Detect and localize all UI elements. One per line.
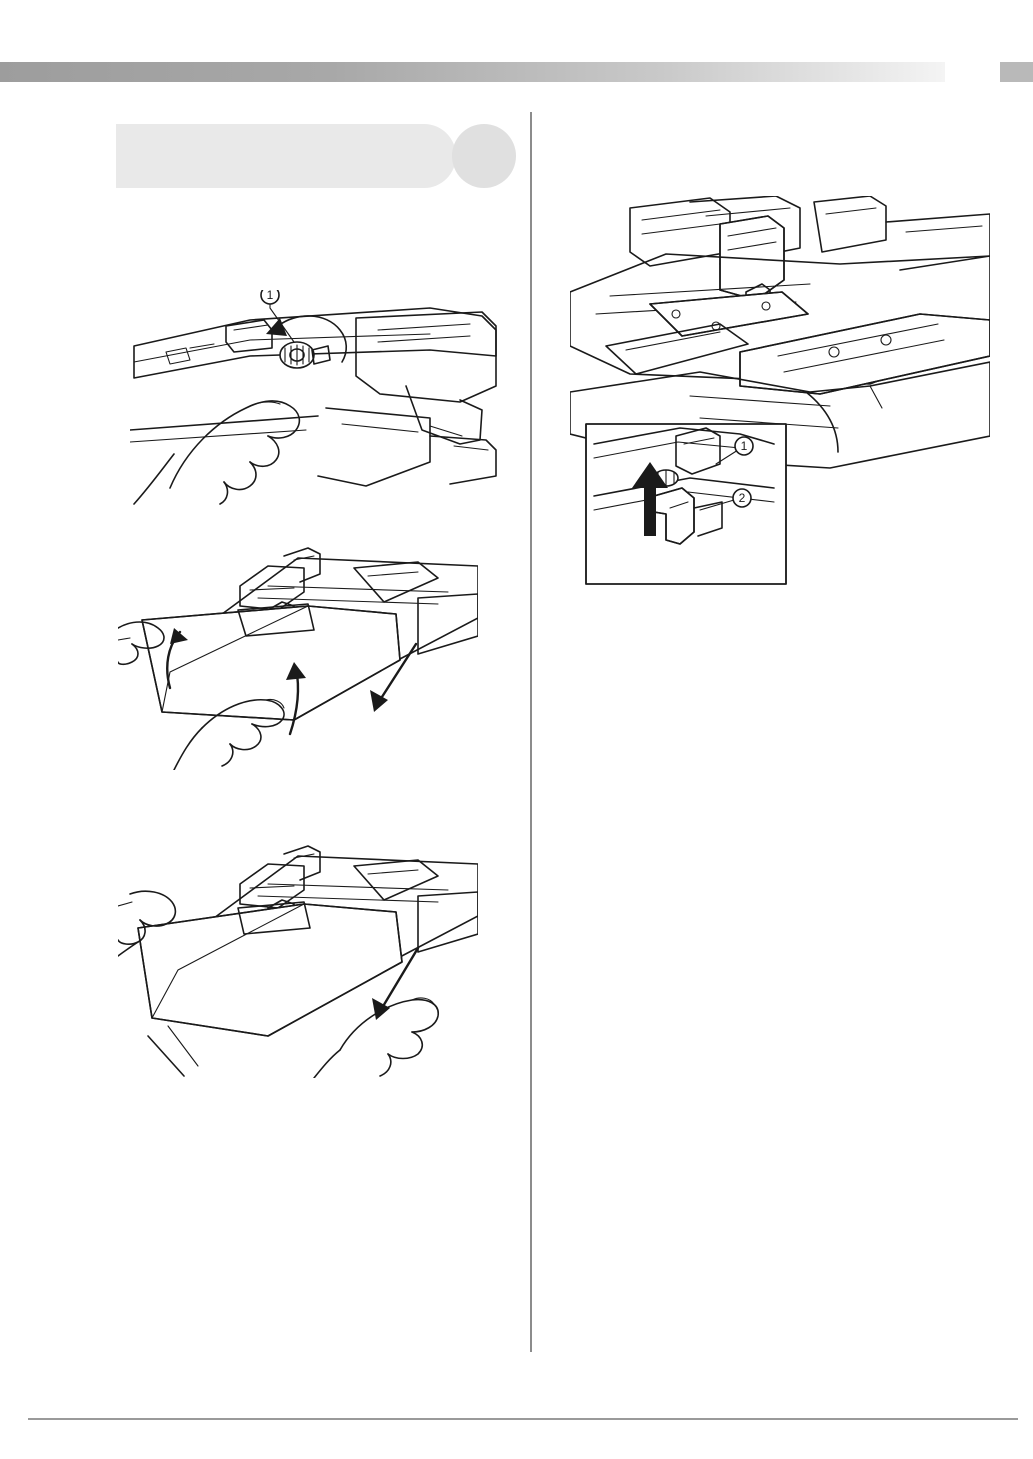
page-header-band (0, 62, 945, 82)
figure-knob-release (130, 290, 500, 505)
svg-text:1: 1 (740, 439, 748, 453)
svg-text:2: 2 (738, 491, 746, 505)
page-header-band-right (1000, 62, 1033, 82)
figure-table-lift (118, 540, 478, 770)
page-bottom-rule (28, 1418, 1018, 1420)
section-title-pill-dot (452, 124, 516, 188)
column-divider (530, 112, 532, 1352)
section-title-pill (116, 124, 456, 188)
figure-machine-bed (570, 196, 990, 596)
figure-table-remove (118, 840, 478, 1078)
svg-text:1: 1 (266, 290, 274, 302)
